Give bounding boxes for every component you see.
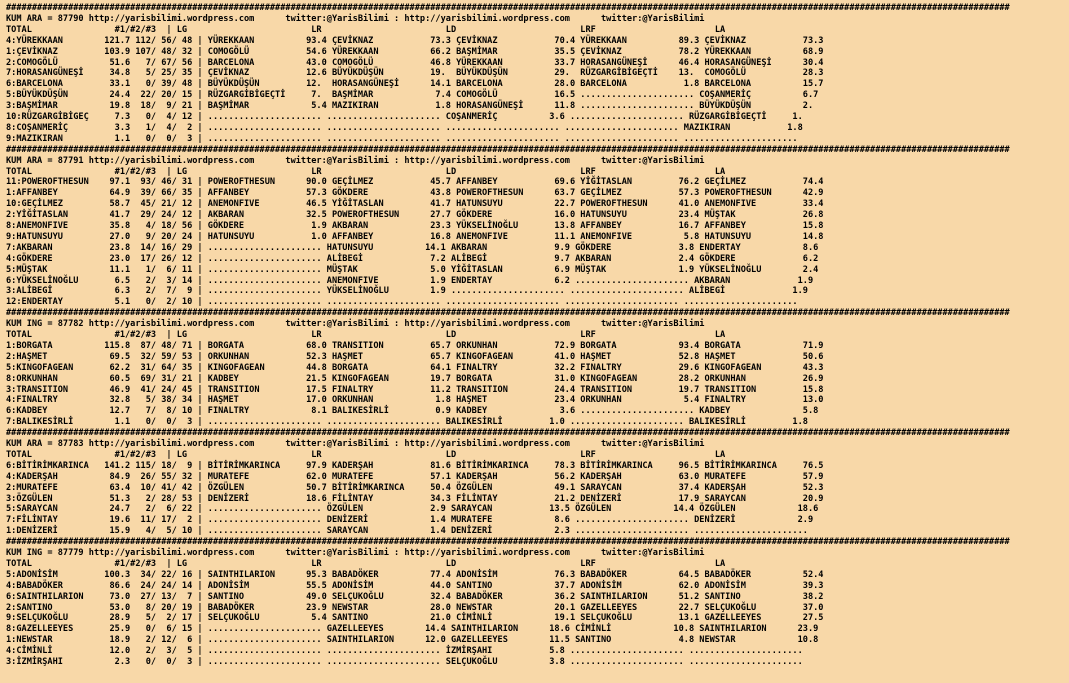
report-text-sheet [6,3,1068,683]
result-row: 5:BÜYÜKDÜŞÜN 24.4 22/ 20/ 15 | RÜZGARGİBİGEÇTİ 7. BAŞMİMAR 7.4 COMOGÖLÜ 16.5 ...................... COŞANMERİÇ 6.7 [6,90,819,101]
result-row: 5:ADONİSİM 100.3 34/ 22/ 16 | SAINTHILARION 95.3 BABADÖKER 77.4 ADONİSİM 76.3 BABADÖKER 64.5 BABADÖKER 52.4 [6,569,824,580]
separator-line: ################################################################################################################################################################################################## [6,3,1010,13]
result-row: 12:ENDERTAY 5.1 0/ 2/ 10 | ...................... ...................... ...................... ...................... ...................... [6,297,798,308]
result-row: 8:ORKUNHAN 60.5 69/ 31/ 21 | KADBEY 21.5 KINGOFAGEAN 19.7 BORGATA 31.0 KINGOFAGEAN 28.2 ORKUNHAN 26.9 [6,373,824,384]
race-header-line: KUM ING = 87782 http://yarisbilimi.wordpress.com twitter:@YarisBilimi : http://yarisbilimi.wordpress.com twitter:@YarisBilimi [6,319,705,330]
result-row: 1:DENİZERİ 15.9 4/ 5/ 10 | ...................... SARAYCAN 1.4 DENİZERİ 2.3 ...................... ...................... [6,526,808,537]
result-row: 11:POWEROFTHESUN 97.1 93/ 46/ 31 | POWEROFTHESUN 90.0 GEÇİLMEZ 45.7 AFFANBEY 69.6 YİĞİTASLAN 76.2 GEÇİLMEZ 74.4 [6,177,824,188]
separator-line: ################################################################################################################################################################################################## [6,308,1010,319]
result-row: 4:BABADÖKER 86.6 24/ 24/ 14 | ADONİSİM 55.5 ADONİSİM 44.0 SANTINO 37.7 ADONİSİM 62.0 ADONİSİM 39.3 [6,580,824,591]
result-row: 4:CİMİNLİ 12.0 2/ 3/ 5 | ...................... ...................... İZMİRŞAHI 5.8 ...................... ...................... [6,646,803,657]
result-row: 2:HAŞMET 69.5 32/ 59/ 53 | ORKUNHAN 52.3 HAŞMET 65.7 KINGOFAGEAN 41.0 HAŞMET 52.8 HAŞMET 50.6 [6,351,824,362]
result-row: 9:MAZIKIRAN 1.1 0/ 0/ 3 | ...................... ...................... ...................... ...................... ...................... [6,133,798,144]
result-row: 4:KADERŞAH 84.9 26/ 55/ 32 | MURATEFE 62.0 MURATEFE 57.1 KADERŞAH 56.2 KADERŞAH 63.0 MURATEFE 57.9 [6,471,824,482]
result-row: 3:TRANSITION 46.9 41/ 24/ 45 | TRANSITION 17.5 FINALTRY 11.2 TRANSITION 24.4 TRANSITION 19.7 TRANSITION 15.8 [6,384,824,395]
result-row: 8:GAZELLEEYES 25.9 0/ 6/ 15 | ...................... GAZELLEEYES 14.4 SAINTHILARION 18.6 CİMİNLİ 10.8 SAINTHILARION 23.9 [6,624,819,635]
result-row: 1:BORGATA 115.8 87/ 48/ 71 | BORGATA 68.0 TRANSITION 65.7 ORKUNHAN 72.9 BORGATA 93.4 BORGATA 71.9 [6,340,824,351]
column-header-line: TOTAL #1/#2/#3 | LG LR LD LRF LA [6,24,726,35]
race-header-line: KUM ING = 87779 http://yarisbilimi.wordpress.com twitter:@YarisBilimi : http://yarisbilimi.wordpress.com twitter:@YarisBilimi [6,548,705,558]
result-row: 8:COŞANMERİÇ 3.3 1/ 4/ 2 | ...................... ...................... ...................... ...................... MAZIKIRAN 1.8 [6,122,803,133]
result-row: 3:ÖZGÜLEN 51.3 2/ 28/ 53 | DENİZERİ 18.6 FİLİNTAY 34.3 FİLİNTAY 21.2 DENİZERİ 17.9 SARAYCAN 20.9 [6,493,824,504]
result-row: 9:HATUNSUYU 27.0 9/ 20/ 24 | HATUNSUYU 1.0 AFFANBEY 16.8 ANEMONFIVE 11.1 ANEMONFIVE 5.8 HATUNSUYU 14.8 [6,231,824,242]
result-row: 5:MÜŞTAK 11.1 1/ 6/ 11 | ...................... MÜŞTAK 5.0 YİĞİTASLAN 6.9 MÜŞTAK 1.9 YÜKSELİNOĞLU 2.4 [6,264,819,275]
result-row: 6:KADBEY 12.7 7/ 8/ 10 | FINALTRY 8.1 BALIKESİRLİ 0.9 KADBEY 3.6 ...................... KADBEY 5.8 [6,406,819,417]
result-row: 1:NEWSTAR 18.9 2/ 12/ 6 | ...................... SAINTHILARION 12.0 GAZELLEEYES 11.5 SANTINO 4.8 NEWSTAR 10.8 [6,635,819,646]
result-row: 6:YÜKSELİNOĞLU 6.5 2/ 3/ 14 | ...................... ANEMONFIVE 1.9 ENDERTAY 6.2 ...................... AKBARAN 1.9 [6,275,814,286]
column-header-line: TOTAL #1/#2/#3 | LG LR LD LRF LA [6,449,726,460]
result-row: 3:İZMİRŞAHI 2.3 0/ 0/ 3 | ...................... ...................... SELÇUKOĞLU 3.8 ...................... ...................... [6,657,803,667]
result-row: 5:KINGOFAGEAN 62.2 31/ 64/ 35 | KINGOFAGEAN 44.8 BORGATA 64.1 FINALTRY 32.2 FINALTRY 29.6 KINGOFAGEAN 43.3 [6,362,824,373]
result-row: 7:HORASANGÜNEŞİ 34.8 5/ 25/ 35 | ÇEVİKNAZ 12.6 BÜYÜKDÜŞÜN 19. BÜYÜKDÜŞÜN 29. RÜZGARGİBİGEÇTİ 13. COMOGÖLÜ 28.3 [6,68,824,79]
result-row: 1:ÇEVİKNAZ 103.9 107/ 48/ 32 | COMOGÖLÜ 54.6 YÜREKKAAN 66.2 BAŞMİMAR 35.5 ÇEVİKNAZ 78.2 YÜREKKAAN 68.9 [6,46,824,57]
result-row: 2:SANTINO 53.0 8/ 20/ 19 | BABADÖKER 23.9 NEWSTAR 28.0 NEWSTAR 20.1 GAZELLEEYES 22.7 SELÇUKOĞLU 37.0 [6,602,824,613]
separator-line: ################################################################################################################################################################################################## [6,428,1010,439]
column-header-line: TOTAL #1/#2/#3 | LG LR LD LRF LA [6,558,726,569]
result-row: 9:SELÇUKOĞLU 28.9 5/ 2/ 17 | SELÇUKOĞLU 5.4 SANTINO 21.0 CİMİNLİ 19.1 SELÇUKOĞLU 13.1 GAZELLEEYES 27.5 [6,613,824,624]
result-row: 6:BARCELONA 33.1 0/ 39/ 48 | BÜYÜKDÜŞÜN 12. HORASANGÜNEŞİ 14.1 BARCELONA 28.0 BARCELONA 1.8 BARCELONA 15.7 [6,79,824,90]
race-header-line: KUM ARA = 87791 http://yarisbilimi.wordpress.com twitter:@YarisBilimi : http://yarisbilimi.wordpress.com twitter:@YarisBilimi [6,155,705,166]
result-row: 4:GÖKDERE 23.0 17/ 26/ 12 | ...................... ALİBEGİ 7.2 ALİBEGİ 9.7 AKBARAN 2.4 GÖKDERE 6.2 [6,253,819,264]
result-row: 7:FİLİNTAY 19.6 11/ 17/ 2 | ...................... DENİZERİ 1.4 MURATEFE 8.6 ...................... DENİZERİ 2.9 [6,515,814,526]
result-row: 2:YİĞİTASLAN 41.7 29/ 24/ 12 | AKBARAN 32.5 POWEROFTHESUN 27.7 GÖKDERE 16.0 HATUNSUYU 23.4 MÜŞTAK 26.8 [6,210,824,221]
separator-line: ################################################################################################################################################################################################## [6,144,1010,155]
result-row: 7:BALIKESİRLİ 1.1 0/ 0/ 3 | ...................... ...................... BALIKESİRLİ 1.0 ...................... BALIKESİRLİ 1.8 [6,417,808,428]
result-row: 2:COMOGÖLÜ 51.6 7/ 67/ 56 | BARCELONA 43.0 COMOGÖLÜ 46.8 YÜREKKAAN 33.7 HORASANGÜNEŞİ 46.4 HORASANGÜNEŞİ 30.4 [6,57,824,68]
result-row: 8:ANEMONFIVE 35.8 4/ 18/ 56 | GÖKDERE 1.9 AKBARAN 23.3 YÜKSELİNOĞLU 13.8 AFFANBEY 16.7 AFFANBEY 15.8 [6,221,824,231]
result-row: 7:AKBARAN 23.8 14/ 16/ 29 | ...................... HATUNSUYU 14.1 AKBARAN 9.9 GÖKDERE 3.8 ENDERTAY 8.6 [6,242,819,253]
separator-line: ################################################################################################################################################################################################## [6,537,1010,548]
result-row: 5:SARAYCAN 24.7 2/ 6/ 22 | ...................... ÖZGÜLEN 2.9 SARAYCAN 13.5 ÖZGÜLEN 14.4 ÖZGÜLEN 18.6 [6,504,819,515]
race-header-line: KUM ARA = 87783 http://yarisbilimi.wordpress.com twitter:@YarisBilimi : http://yarisbilimi.wordpress.com twitter:@YarisBilimi [6,439,705,449]
column-header-line: TOTAL #1/#2/#3 | LG LR LD LRF LA [6,166,726,177]
result-row: 1:AFFANBEY 64.9 39/ 66/ 35 | AFFANBEY 57.3 GÖKDERE 43.8 POWEROFTHESUN 63.7 GEÇİLMEZ 57.3 POWEROFTHESUN 42.9 [6,188,824,199]
column-header-line: TOTAL #1/#2/#3 | LG LR LD LRF LA [6,330,726,340]
result-row: 10:GEÇİLMEZ 58.7 45/ 21/ 12 | ANEMONFIVE 46.5 YİĞİTASLAN 41.7 HATUNSUYU 22.7 POWEROFTHESUN 41.0 ANEMONFIVE 33.4 [6,199,824,210]
result-row: 2:MURATEFE 63.4 10/ 41/ 42 | ÖZGÜLEN 50.7 BİTİRİMKARINCA 50.4 ÖZGÜLEN 49.1 SARAYCAN 37.4 KADERŞAH 52.3 [6,482,824,493]
result-row: 4:FINALTRY 32.8 5/ 38/ 34 | HAŞMET 17.0 ORKUNHAN 1.8 HAŞMET 23.4 ORKUNHAN 5.4 FINALTRY 13.0 [6,395,824,406]
result-row: 10:RÜZGARGİBİGEÇ 7.3 0/ 4/ 12 | ...................... ...................... COŞANMERİÇ 3.6 ...................... RÜZGARGİBİGEÇTİ 1. [6,112,803,122]
result-row: 3:ALİBEGİ 6.3 2/ 7/ 9 | ...................... YÜKSELİNOĞLU 1.9 ...................... ...................... ALİBEGİ 1.9 [6,286,808,297]
result-row: 4:YÜREKKAAN 121.7 112/ 56/ 48 | YÜREKKAAN 93.4 ÇEVİKNAZ 73.3 ÇEVİKNAZ 70.4 YÜREKKAAN 89.3 ÇEVİKNAZ 73.3 [6,35,824,46]
result-row: 3:BAŞMİMAR 19.8 18/ 9/ 21 | BAŞMİMAR 5.4 MAZIKIRAN 1.8 HORASANGÜNEŞİ 11.8 ...................... BÜYÜKDÜŞÜN 2. [6,101,814,112]
result-row: 6:SAINTHILARION 73.0 27/ 13/ 7 | SANTINO 49.0 SELÇUKOĞLU 32.4 BABADÖKER 36.2 SAINTHILARION 51.2 SANTINO 38.2 [6,591,824,602]
race-header-line: KUM ARA = 87790 http://yarisbilimi.wordpress.com twitter:@YarisBilimi : http://yarisbilimi.wordpress.com twitter:@YarisBilimi [6,13,705,24]
result-row: 6:BİTİRİMKARINCA 141.2 115/ 18/ 9 | BİTİRİMKARINCA 97.9 KADERŞAH 81.6 BİTİRİMKARINCA 78.3 BİTİRİMKARINCA 96.5 BİTİRİMKARINCA 76.5 [6,460,824,471]
